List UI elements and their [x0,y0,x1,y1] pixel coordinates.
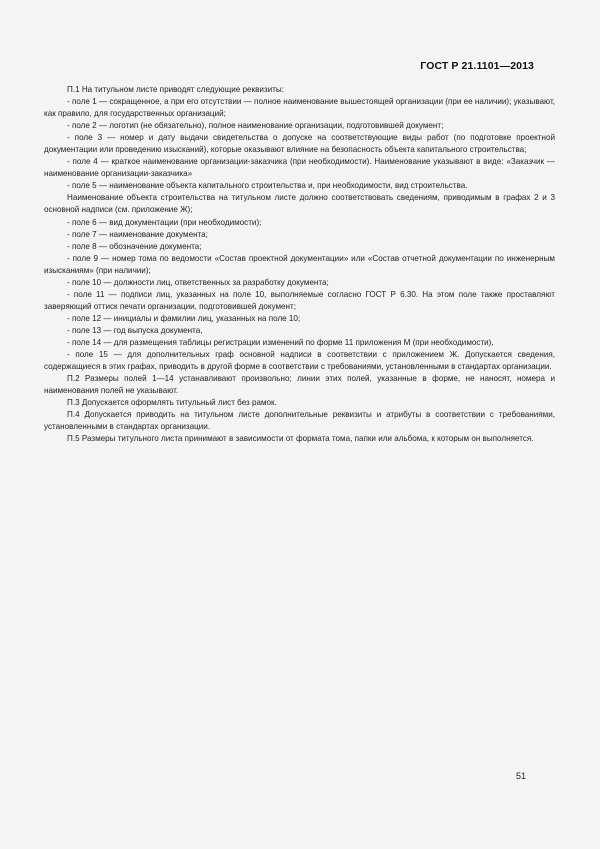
field-12-item: - поле 12 — инициалы и фамилии лиц, указанных на поле 10; [67,313,301,323]
field-4-item: - поле 4 — краткое наименование организации-заказчика (при необходимости). Наименование указывают в виде: «Заказчик — наименование организации-заказчика» [44,157,555,179]
document-code: ГОСТ Р 21.1101—2013 [420,60,534,72]
field-5-item: - поле 5 — наименование объекта капитального строительства и, при необходимости, вид строительства. [67,181,468,191]
clause-p5: П.5 Размеры титульного листа принимают в зависимости от формата тома, папки или альбома, к которым он выполняется. [67,434,534,444]
field-10-item: - поле 10 — должности лиц, ответственных за разработку документа; [67,277,329,287]
field-6-item: - поле 6 — вид документации (при необходимости); [67,217,262,227]
field-11-item: - поле 11 — подписи лиц, указанных на поле 10, выполняемые согласно ГОСТ Р 6.30. На этом поле также проставляют заверяющий оттиск печати организации, подготовившей документ; [44,289,555,311]
field-15-item: - поле 15 — для дополнительных граф основной надписи в соответствии с приложением Ж. Допускается сведения, содержащиеся в этих графах, приводить в другой форме в соответствии с требованиями, установленными в стандартах организации. [44,350,555,372]
field-9-item: - поле 9 — номер тома по ведомости «Состав проектной документации» или «Состав отчетной документации по инженерным изысканиям» (при наличии); [44,253,555,275]
field-14-item: - поле 14 — для размещения таблицы регистрации изменений по форме 11 приложения М (при необходимости), [67,337,494,347]
field-2-item: - поле 2 — логотип (не обязательно), полное наименование организации, подготовившей документ; [67,121,444,131]
field-7-item: - поле 7 — наименование документа; [67,229,208,239]
field-3-item: - поле 3 — номер и дату выдачи свидетельства о допуске на соответствующие виды работ (по подготовке проектной документации или проведению изысканий), которые оказывают влияние на безопасность объекта капитального строительства; [44,133,555,155]
clause-p3: П.3 Допускается оформлять титульный лист без рамок. [67,398,277,408]
clause-p4: П.4 Допускается приводить на титульном листе дополнительные реквизиты и атрибуты в соответствии с требованиями, установленными в стандартах организации. [44,410,555,432]
document-body [44,84,555,445]
object-name-note: Наименование объекта строительства на титульном листе должно соответствовать сведениям, приводимым в графах 2 и 3 основной надписи (см. приложение Ж); [44,193,555,215]
field-8-item: - поле 8 — обозначение документа; [67,241,202,251]
page-number: 51 [515,771,526,781]
field-1-item: - поле 1 — сокращенное, а при его отсутствии — полное наименование вышестоящей организации (при ее наличии); указывают, как правило, для государственных организаций; [44,97,555,119]
clause-p2: П.2 Размеры полей 1—14 устанавливают произвольно; линии этих полей, указанные в форме, не наносят, номера и наименования полей не указывают. [44,374,555,396]
field-13-item: - поле 13 — год выпуска документа, [67,325,203,335]
clause-p1: П.1 На титульном листе приводят следующие реквизиты: [67,85,284,94]
